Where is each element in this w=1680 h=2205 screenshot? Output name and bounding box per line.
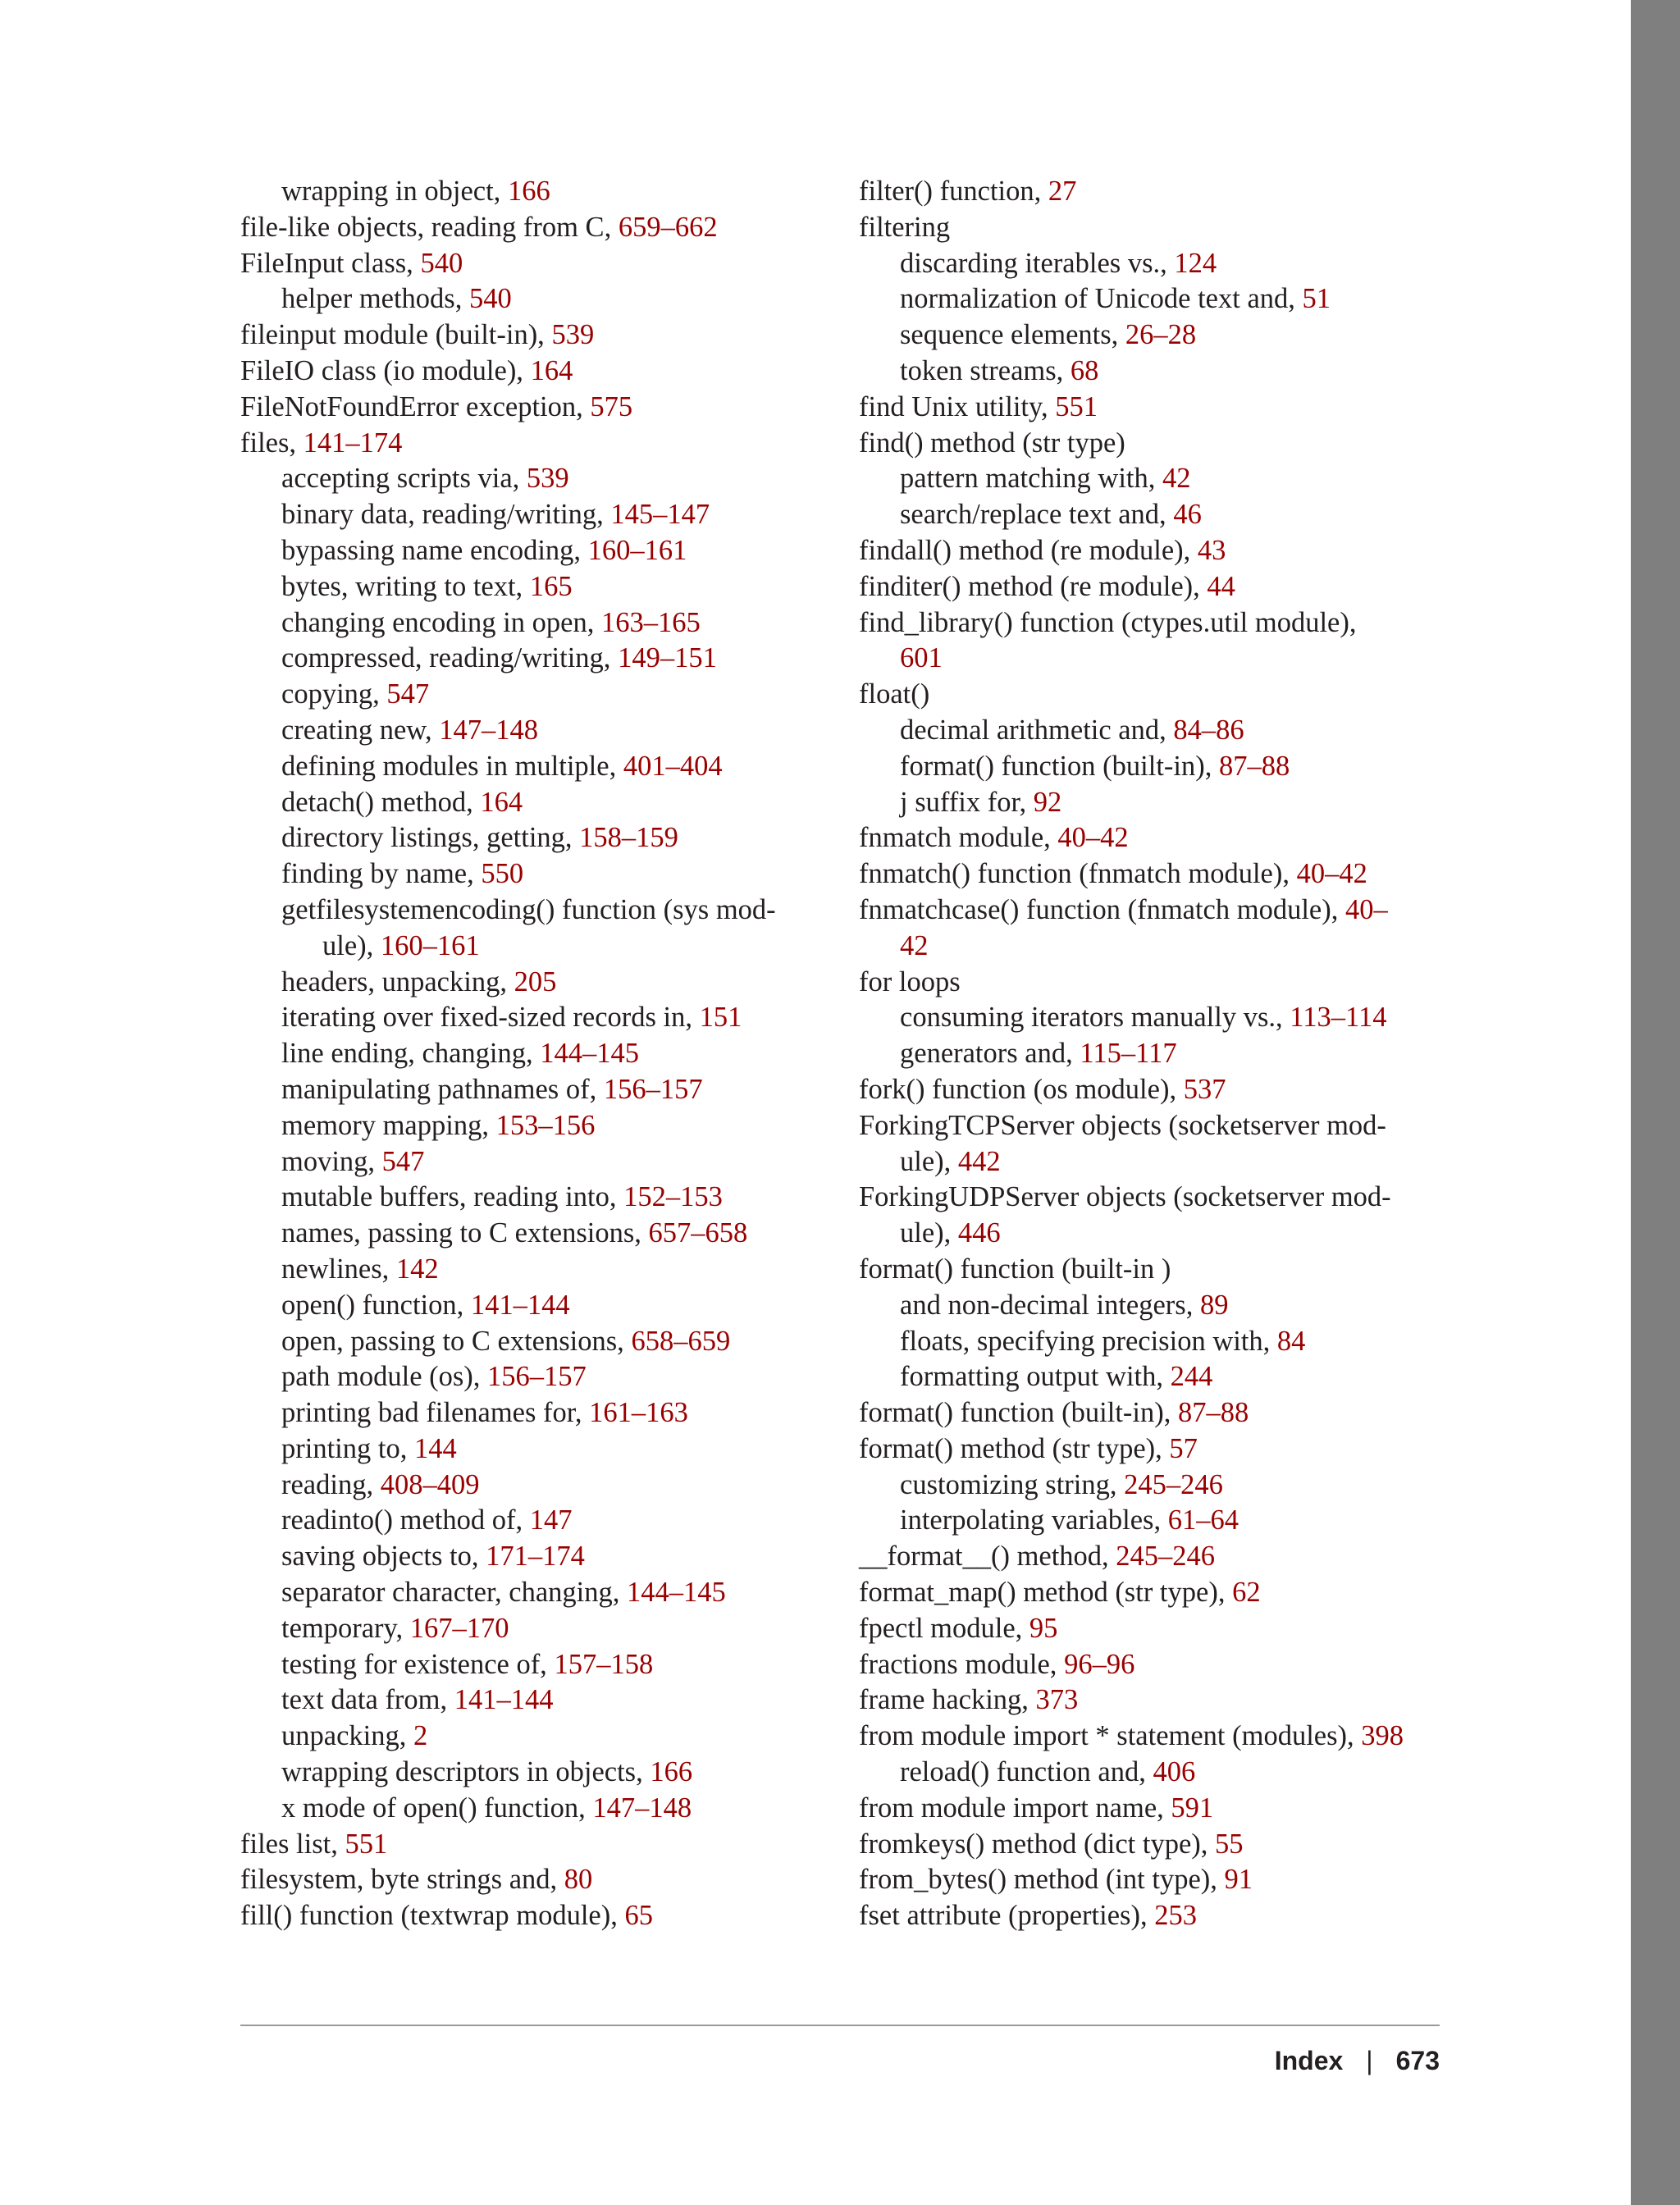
index-entry: [859, 1288, 1449, 1324]
index-entry: [240, 461, 864, 497]
index-entry-term: for loops: [859, 966, 961, 998]
index-entry-term: compressed, reading/writing,: [281, 642, 619, 674]
index-entry: [240, 856, 864, 892]
index-entry-pages: 205: [514, 966, 557, 998]
index-entry: [859, 281, 1449, 317]
index-entry-term: binary data, reading/writing,: [281, 499, 611, 531]
index-entry-term: fractions module,: [859, 1648, 1065, 1680]
index-entry: [240, 1862, 864, 1898]
index-entry-term: customizing string,: [900, 1468, 1125, 1500]
index-entry-pages: 442: [957, 1145, 1001, 1177]
index-entry-term: readinto() method of,: [281, 1504, 530, 1536]
index-entry: [859, 1252, 1449, 1288]
index-entry: [859, 1072, 1449, 1108]
index-entry-pages: 659–662: [618, 211, 718, 243]
index-entry-pages: 547: [381, 1145, 425, 1177]
index-entry-pages: 153–156: [495, 1109, 596, 1141]
index-entry-term: manipulating pathnames of,: [281, 1073, 604, 1105]
index-entry: [859, 749, 1449, 785]
index-entry: [240, 605, 864, 641]
index-entry: [859, 1324, 1449, 1360]
index-entry: [240, 317, 864, 354]
index-entry-pages: 163–165: [600, 606, 701, 638]
index-entry-term: creating new,: [281, 714, 440, 746]
index-entry: [859, 1719, 1449, 1755]
index-entry: [240, 1791, 864, 1827]
index-column-left: [240, 174, 864, 1934]
index-entry-term: headers, unpacking,: [281, 966, 514, 998]
index-entry-pages: 55: [1215, 1828, 1244, 1860]
index-entry-term: fork() function (os module),: [859, 1073, 1184, 1105]
index-entry-term: format() function (built-in),: [859, 1397, 1178, 1429]
index-entry: [859, 497, 1449, 533]
index-entry-term: decimal arithmetic and,: [900, 714, 1174, 746]
index-entry-term: fpectl module,: [859, 1612, 1029, 1644]
index-entry-pages: 164: [530, 354, 573, 386]
index-entry: [859, 1144, 1449, 1180]
index-entry: [240, 1719, 864, 1755]
index-entry: [240, 1072, 864, 1108]
index-entry: [240, 1108, 864, 1144]
index-entry-pages: 141–174: [303, 427, 403, 459]
index-entry: [240, 785, 864, 821]
index-entry-term: token streams,: [900, 354, 1071, 386]
index-entry-pages: 144: [413, 1432, 457, 1464]
index-entry-term: fnmatch() function (fnmatch module),: [859, 858, 1297, 890]
index-entry: [240, 426, 864, 462]
index-entry: [859, 533, 1449, 569]
index-entry-term: find_library() function (ctypes.util module),: [859, 606, 1357, 638]
index-entry-term: interpolating variables,: [900, 1504, 1168, 1536]
index-entry: [859, 354, 1449, 390]
index-entry-term: mutable buffers, reading into,: [281, 1181, 624, 1213]
index-entry: [859, 174, 1449, 210]
index-entry: [240, 1324, 864, 1360]
index-entry-pages: 166: [650, 1756, 693, 1788]
index-entry-pages: 547: [386, 678, 430, 710]
index-entry: [859, 1611, 1449, 1647]
index-entry-pages: 95: [1029, 1612, 1058, 1644]
index-entry-term: defining modules in multiple,: [281, 750, 623, 782]
page-footer: [1275, 2043, 1440, 2079]
index-entry-pages: 144–145: [627, 1577, 726, 1609]
index-entry-pages: 84–86: [1173, 714, 1244, 746]
index-entry-term: moving,: [281, 1145, 382, 1177]
index-entry-pages: 539: [526, 463, 569, 495]
index-entry: [859, 1647, 1449, 1683]
index-entry-term: from_bytes() method (int type),: [859, 1864, 1225, 1896]
index-entry-pages: 141–144: [454, 1684, 554, 1716]
index-entry-pages: 245–246: [1116, 1541, 1216, 1573]
index-entry-term: format() method (str type),: [859, 1432, 1170, 1464]
index-entry: [859, 1431, 1449, 1468]
index-entry-term: fset attribute (properties),: [859, 1900, 1155, 1932]
index-entry: [859, 390, 1449, 426]
index-entry-term: files list,: [240, 1828, 345, 1860]
index-entry-pages: 160–161: [380, 929, 480, 961]
index-entry-term: from module import * statement (modules),: [859, 1720, 1362, 1752]
index-entry-term: newlines,: [281, 1253, 396, 1285]
index-entry: [859, 1575, 1449, 1611]
index-entry-pages: 68: [1070, 354, 1099, 386]
index-entry-term: text data from,: [281, 1684, 454, 1716]
index-entry-pages: 373: [1035, 1684, 1079, 1716]
index-entry-term: detach() method,: [281, 786, 481, 818]
index-entry: [859, 1682, 1449, 1719]
index-entry-term: find Unix utility,: [859, 390, 1056, 422]
index-entry: [240, 281, 864, 317]
index-entry-pages: 91: [1224, 1864, 1253, 1896]
index-entry-pages: 551: [1055, 390, 1098, 422]
index-entry-pages: 2: [413, 1720, 428, 1752]
index-entry: [859, 1036, 1449, 1072]
index-entry: [240, 1575, 864, 1611]
index-entry: [859, 1898, 1449, 1934]
index-entry-term: ForkingUDPServer objects (socketserver mod-: [859, 1181, 1391, 1213]
index-entry-term: and non-decimal integers,: [900, 1289, 1200, 1321]
index-entry: [859, 1468, 1449, 1504]
index-entry: [859, 461, 1449, 497]
index-entry-pages: 44: [1207, 570, 1235, 602]
index-entry: [240, 929, 864, 965]
index-entry-term: floats, specifying precision with,: [900, 1325, 1277, 1357]
index-entry: [240, 1000, 864, 1036]
index-entry: [240, 569, 864, 605]
index-entry-term: path module (os),: [281, 1361, 488, 1393]
index-entry-term: file-like objects, reading from C,: [240, 211, 619, 243]
index-entry-term: unpacking,: [281, 1720, 413, 1752]
index-entry-term: wrapping descriptors in objects,: [281, 1756, 651, 1788]
index-entry: [240, 1144, 864, 1180]
index-entry-term: open, passing to C extensions,: [281, 1325, 632, 1357]
index-entry: [859, 1827, 1449, 1863]
index-entry-term: fnmatch module,: [859, 822, 1058, 854]
index-entry: [859, 317, 1449, 354]
index-entry: [859, 713, 1449, 749]
index-entry-pages: 591: [1171, 1792, 1214, 1824]
index-entry-term: memory mapping,: [281, 1109, 496, 1141]
index-entry-pages: 42: [900, 929, 929, 961]
index-entry-pages: 89: [1199, 1289, 1229, 1321]
index-entry-term: fileinput module (built-in),: [240, 319, 552, 351]
index-entry: [859, 1359, 1449, 1395]
index-entry-pages: 147: [529, 1504, 573, 1536]
index-entry: [859, 965, 1449, 1001]
index-entry-pages: 550: [481, 858, 524, 890]
index-entry: [859, 1539, 1449, 1575]
index-entry: [240, 1359, 864, 1395]
index-entry: [240, 641, 864, 677]
index-entry: [240, 174, 864, 210]
index-entry-term: wrapping in object,: [281, 176, 508, 207]
index-entry-term: ule),: [900, 1145, 958, 1177]
index-entry: [240, 1252, 864, 1288]
footer-rule: [240, 2025, 1440, 2026]
index-entry: [240, 210, 864, 246]
index-entry-term: FileNotFoundError exception,: [240, 390, 591, 422]
index-entry-term: frame hacking,: [859, 1684, 1036, 1716]
index-entry-term: from module import name,: [859, 1792, 1171, 1824]
index-entry: [240, 1395, 864, 1431]
index-entry-term: ule),: [322, 929, 381, 961]
index-entry-term: finditer() method (re module),: [859, 570, 1208, 602]
index-entry-pages: 147–148: [439, 714, 538, 746]
index-entry: [859, 820, 1449, 856]
index-entry: [859, 1216, 1449, 1252]
index-entry-pages: 540: [468, 283, 512, 315]
index-entry-pages: 27: [1048, 176, 1077, 207]
index-entry-pages: 245–246: [1124, 1468, 1223, 1500]
index-entry: [240, 1036, 864, 1072]
index-entry-pages: 87–88: [1177, 1397, 1249, 1429]
index-entry-pages: 156–157: [603, 1073, 703, 1105]
index-entry-pages: 61–64: [1167, 1504, 1239, 1536]
index-entry-pages: 537: [1183, 1073, 1226, 1105]
index-entry-term: find() method (str type): [859, 427, 1125, 459]
index-entry-term: normalization of Unicode text and,: [900, 283, 1303, 315]
index-entry: [859, 1862, 1449, 1898]
index-entry: [240, 965, 864, 1001]
index-entry: [859, 929, 1449, 965]
index-entry-term: format() function (built-in ): [859, 1253, 1171, 1285]
index-entry: [240, 533, 864, 569]
index-entry-pages: 152–153: [623, 1181, 723, 1213]
index-entry-term: FileIO class (io module),: [240, 354, 531, 386]
index-entry: [859, 1503, 1449, 1539]
index-entry-term: format() function (built-in),: [900, 750, 1219, 782]
index-entry-pages: 65: [624, 1900, 653, 1932]
index-entry-pages: 161–163: [589, 1397, 688, 1429]
index-entry-pages: 540: [420, 247, 463, 279]
index-entry-term: filter() function,: [859, 176, 1048, 207]
index-entry: [240, 1431, 864, 1468]
index-entry-pages: 42: [1162, 463, 1191, 495]
index-entry-pages: 51: [1302, 283, 1331, 315]
index-entry: [859, 1791, 1449, 1827]
index-entry: [859, 1395, 1449, 1431]
index-entry-pages: 113–114: [1290, 1002, 1387, 1034]
index-entry-term: printing bad filenames for,: [281, 1397, 590, 1429]
index-entry-pages: 147–148: [592, 1792, 692, 1824]
index-entry-pages: 157–158: [554, 1648, 654, 1680]
index-entry-pages: 551: [345, 1828, 388, 1860]
index-entry-pages: 158–159: [579, 822, 678, 854]
index-entry-pages: 145–147: [610, 499, 710, 531]
index-column-right: [859, 174, 1449, 1934]
index-entry-pages: 398: [1361, 1720, 1404, 1752]
index-entry-term: findall() method (re module),: [859, 534, 1198, 566]
index-entry-pages: 151: [699, 1002, 742, 1034]
page-number: 673: [1395, 2046, 1440, 2075]
index-entry-term: iterating over fixed-sized records in,: [281, 1002, 700, 1034]
index-entry-pages: 26–28: [1125, 319, 1197, 351]
index-entry: [859, 426, 1449, 462]
index-entry-pages: 167–170: [409, 1612, 509, 1644]
index-entry-term: sequence elements,: [900, 319, 1125, 351]
index-entry-pages: 406: [1153, 1756, 1196, 1788]
index-entry-pages: 46: [1173, 499, 1202, 531]
index-entry: [859, 785, 1449, 821]
index-entry-pages: 244: [1170, 1361, 1213, 1393]
index-entry: [240, 1647, 864, 1683]
index-entry: [240, 749, 864, 785]
index-entry: [859, 856, 1449, 892]
index-entry: [240, 1180, 864, 1216]
index-entry: [240, 713, 864, 749]
index-entry-term: consuming iterators manually vs.,: [900, 1002, 1290, 1034]
index-entry-term: open() function,: [281, 1289, 471, 1321]
index-entry: [240, 1682, 864, 1719]
index-entry: [240, 390, 864, 426]
index-entry-pages: 40–42: [1296, 858, 1367, 890]
index-entry-term: j suffix for,: [900, 786, 1034, 818]
index-entry-term: ule),: [900, 1217, 958, 1249]
index-entry: [859, 1108, 1449, 1144]
index-entry-term: temporary,: [281, 1612, 410, 1644]
index-entry-pages: 87–88: [1218, 750, 1290, 782]
index-entry-term: directory listings, getting,: [281, 822, 580, 854]
index-entry: [859, 892, 1449, 929]
index-entry: [859, 641, 1449, 677]
index-entry: [859, 210, 1449, 246]
index-entry-pages: 57: [1169, 1432, 1198, 1464]
index-entry: [240, 497, 864, 533]
index-entry-term: float(): [859, 678, 930, 710]
index-entry-pages: 575: [590, 390, 633, 422]
index-entry: [240, 1611, 864, 1647]
index-entry-term: accepting scripts via,: [281, 463, 527, 495]
index-entry-term: changing encoding in open,: [281, 606, 601, 638]
index-entry-term: search/replace text and,: [900, 499, 1174, 531]
index-entry: [240, 354, 864, 390]
index-entry: [859, 569, 1449, 605]
index-entry: [240, 1503, 864, 1539]
index-entry-pages: 171–174: [486, 1541, 585, 1573]
index-entry: [240, 1216, 864, 1252]
index-entry: [240, 820, 864, 856]
index-entry-term: discarding iterables vs.,: [900, 247, 1175, 279]
index-entry-term: getfilesystemencoding() function (sys mod-: [281, 893, 776, 925]
footer-separator: |: [1366, 2046, 1373, 2075]
index-entry: [859, 1000, 1449, 1036]
index-entry-term: testing for existence of,: [281, 1648, 555, 1680]
index-entry-pages: 446: [957, 1217, 1001, 1249]
index-entry-term: bypassing name encoding,: [281, 534, 588, 566]
index-entry: [240, 1288, 864, 1324]
footer-section-title: Index: [1274, 2046, 1344, 2075]
index-entry: [240, 1827, 864, 1863]
index-entry-term: ForkingTCPServer objects (socketserver mod-: [859, 1109, 1386, 1141]
index-entry: [859, 246, 1449, 282]
index-entry-pages: 96–96: [1064, 1648, 1135, 1680]
index-entry-pages: 166: [507, 176, 550, 207]
index-entry-pages: 160–161: [587, 534, 687, 566]
index-entry-pages: 401–404: [623, 750, 723, 782]
index-entry-term: files,: [240, 427, 304, 459]
index-entry-pages: 40–: [1344, 893, 1388, 925]
index-entry-term: helper methods,: [281, 283, 469, 315]
index-entry: [859, 1180, 1449, 1216]
index-entry-pages: 164: [480, 786, 523, 818]
index-entry-term: saving objects to,: [281, 1541, 486, 1573]
index-entry-pages: 80: [564, 1864, 593, 1896]
index-entry: [859, 605, 1449, 641]
index-entry: [240, 246, 864, 282]
index-entry-term: copying,: [281, 678, 387, 710]
index-entry-pages: 253: [1154, 1900, 1197, 1932]
index-entry-term: fromkeys() method (dict type),: [859, 1828, 1215, 1860]
index-entry-pages: 92: [1033, 786, 1062, 818]
index-entry-pages: 84: [1276, 1325, 1306, 1357]
index-entry-term: generators and,: [900, 1038, 1080, 1070]
index-entry-pages: 408–409: [380, 1468, 480, 1500]
index-entry: [859, 1755, 1449, 1791]
index-entry-pages: 658–659: [631, 1325, 731, 1357]
index-entry-term: fill() function (textwrap module),: [240, 1900, 625, 1932]
index-entry-term: reading,: [281, 1468, 381, 1500]
index-entry: [240, 1898, 864, 1934]
index-entry-term: formatting output with,: [900, 1361, 1171, 1393]
index-entry: [240, 677, 864, 713]
index-entry-term: __format__() method,: [859, 1541, 1116, 1573]
index-entry-pages: 124: [1174, 247, 1217, 279]
index-entry-pages: 62: [1232, 1577, 1261, 1609]
index-entry: [240, 1468, 864, 1504]
page-edge-bar: [1631, 0, 1680, 2205]
index-entry-term: filtering: [859, 211, 951, 243]
index-entry-term: pattern matching with,: [900, 463, 1163, 495]
index-entry-pages: 601: [900, 642, 943, 674]
index-entry-pages: 43: [1197, 534, 1226, 566]
index-entry: [240, 1539, 864, 1575]
index-entry-pages: 115–117: [1080, 1038, 1177, 1070]
index-entry-term: filesystem, byte strings and,: [240, 1864, 564, 1896]
index-entry-pages: 144–145: [540, 1038, 639, 1070]
index-entry-pages: 142: [395, 1253, 439, 1285]
index-entry-pages: 149–151: [618, 642, 717, 674]
index-entry-pages: 165: [529, 570, 573, 602]
index-entry: [240, 892, 864, 929]
index-entry-term: x mode of open() function,: [281, 1792, 593, 1824]
index-entry-pages: 40–42: [1057, 822, 1129, 854]
index-entry-term: finding by name,: [281, 858, 482, 890]
index-entry-pages: 539: [551, 319, 595, 351]
index-entry: [859, 677, 1449, 713]
index-entry-term: printing to,: [281, 1432, 414, 1464]
index-entry-term: format_map() method (str type),: [859, 1577, 1233, 1609]
index-entry-term: bytes, writing to text,: [281, 570, 530, 602]
index-entry-pages: 156–157: [487, 1361, 587, 1393]
index-entry-term: reload() function and,: [900, 1756, 1153, 1788]
index-entry-term: separator character, changing,: [281, 1577, 628, 1609]
index-entry-term: line ending, changing,: [281, 1038, 541, 1070]
index-entry-pages: 141–144: [470, 1289, 570, 1321]
index-entry-term: FileInput class,: [240, 247, 421, 279]
index-entry: [240, 1755, 864, 1791]
index-entry-pages: 657–658: [648, 1217, 748, 1249]
index-entry-term: names, passing to C extensions,: [281, 1217, 649, 1249]
index-entry-term: fnmatchcase() function (fnmatch module),: [859, 893, 1345, 925]
